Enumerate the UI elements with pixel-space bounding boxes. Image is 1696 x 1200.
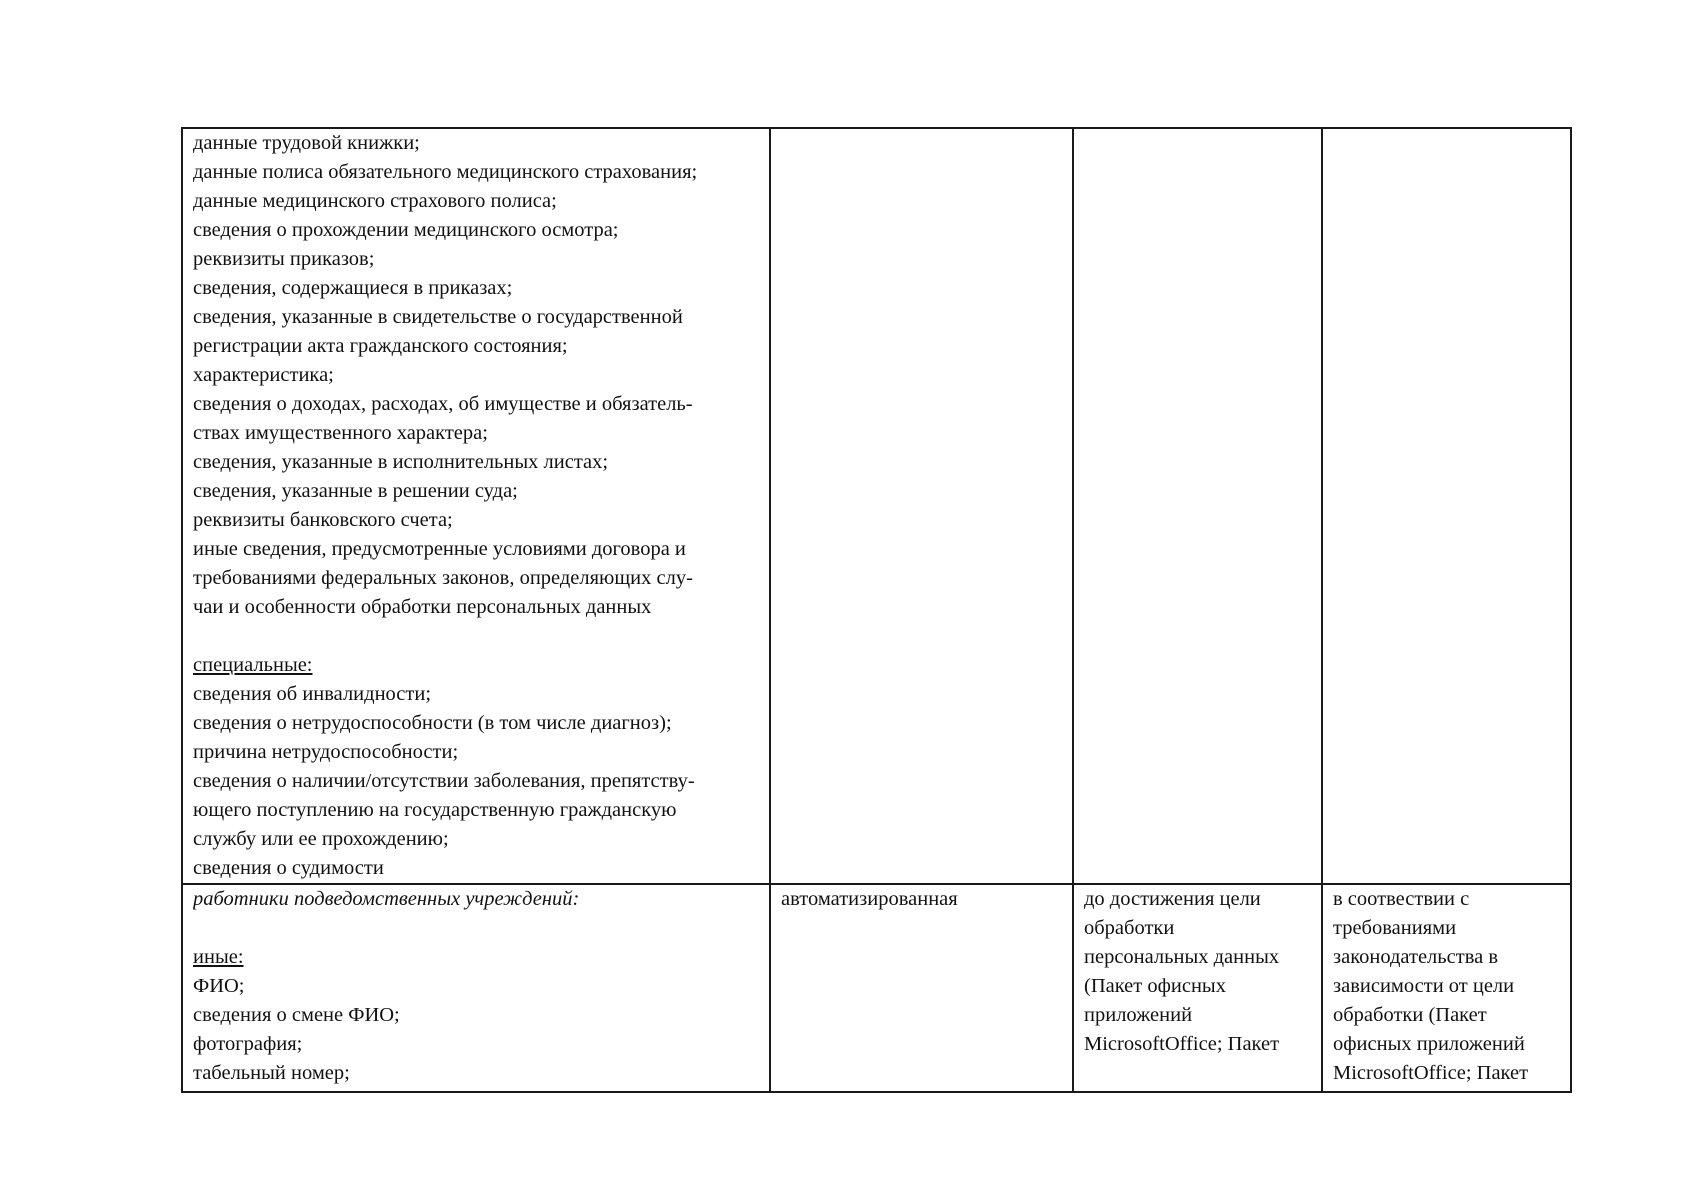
processing-method-cell [770, 128, 1073, 884]
list-item: ствах имущественного характера; [193, 422, 488, 444]
destruction-text: обработки (Пакет [1333, 1004, 1487, 1026]
destruction-cell [1322, 128, 1571, 884]
list-item: данные медицинского страхового полиса; [193, 190, 557, 212]
list-item: сведения о доходах, расходах, об имуществе и обязатель- [193, 393, 693, 415]
retention-text: до достижения цели [1084, 888, 1261, 910]
destruction-text: MicrosoftOffice; Пакет [1333, 1062, 1529, 1084]
list-item: сведения о судимости [193, 857, 384, 879]
list-item: сведения, указанные в свидетельстве о государственной [193, 306, 683, 328]
destruction-text: в соотвествии с [1333, 888, 1470, 910]
list-item: сведения, указанные в решении суда; [193, 480, 518, 502]
list-item: требованиями федеральных законов, определяющих слу- [193, 567, 693, 589]
retention-text: обработки [1084, 917, 1175, 939]
list-item: реквизиты приказов; [193, 248, 375, 270]
list-item: регистрации акта гражданского состояния; [193, 335, 568, 357]
table-row [182, 884, 1571, 1092]
data-categories-cell [182, 128, 770, 884]
list-item: сведения о нетрудоспособности (в том числе диагноз); [193, 712, 672, 734]
list-item: сведения о смене ФИО; [193, 1004, 400, 1026]
spacer [193, 622, 759, 651]
list-item: данные трудовой книжки; [193, 132, 420, 154]
personal-data-table [181, 127, 1572, 1093]
list-item: характеристика; [193, 364, 334, 386]
special-heading: специальные: [193, 654, 313, 676]
list-item: чаи и особенности обработки персональных данных [193, 596, 652, 618]
retention-text: MicrosoftOffice; Пакет [1084, 1033, 1280, 1055]
list-item: сведения о наличии/отсутствии заболевания, препятству- [193, 770, 695, 792]
category-heading: работники подведомственных учреждений: [193, 888, 580, 910]
list-item: фотография; [193, 1033, 303, 1055]
destruction-text: офисных приложений [1333, 1033, 1525, 1055]
destruction-text: требованиями [1333, 917, 1457, 939]
list-item: сведения об инвалидности; [193, 683, 432, 705]
list-item: ющего поступлению на государственную гражданскую [193, 799, 677, 821]
list-item: ФИО; [193, 975, 245, 997]
list-item: сведения о прохождении медицинского осмотра; [193, 219, 619, 241]
list-item: сведения, указанные в исполнительных листах; [193, 451, 609, 473]
processing-method: автоматизированная [781, 888, 958, 910]
list-item: табельный номер; [193, 1062, 350, 1084]
list-item: иные сведения, предусмотренные условиями договора и [193, 538, 686, 560]
list-item: данные полиса обязательного медицинского страхования; [193, 161, 698, 183]
data-categories-cell [182, 884, 770, 1092]
retention-text: персональных данных [1084, 946, 1280, 968]
other-heading: иные: [193, 946, 244, 968]
list-item: причина нетрудоспособности; [193, 741, 459, 763]
retention-text: приложений [1084, 1004, 1193, 1026]
destruction-text: законодательства в [1333, 946, 1499, 968]
list-item: сведения, содержащиеся в приказах; [193, 277, 513, 299]
spacer [193, 914, 759, 943]
list-item: службу или ее прохождению; [193, 828, 449, 850]
list-item: реквизиты банковского счета; [193, 509, 453, 531]
destruction-cell [1322, 884, 1571, 1092]
retention-text: (Пакет офисных [1084, 975, 1226, 997]
retention-period-cell [1073, 884, 1322, 1092]
table-row [182, 128, 1571, 884]
retention-period-cell [1073, 128, 1322, 884]
processing-method-cell [770, 884, 1073, 1092]
destruction-text: зависимости от цели [1333, 975, 1515, 997]
